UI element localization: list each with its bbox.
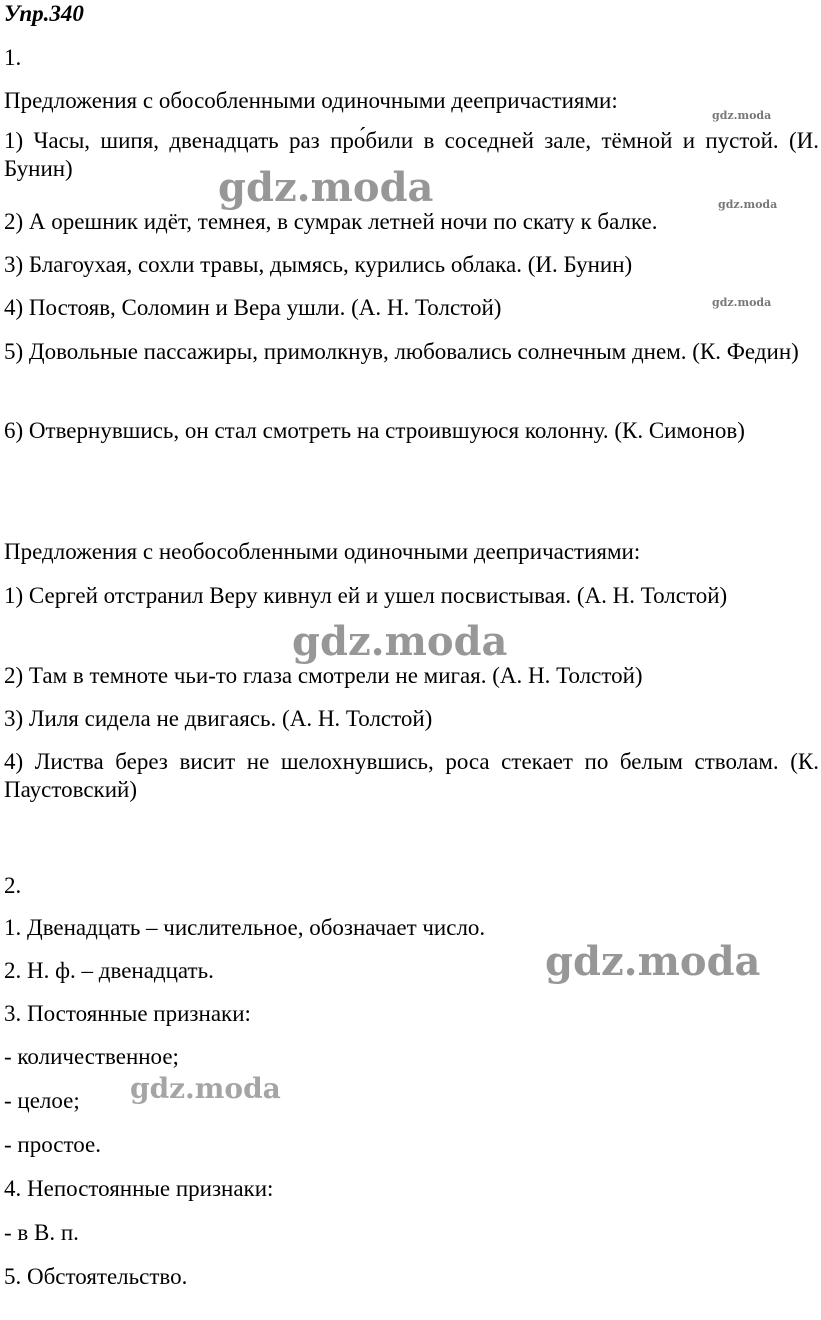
analysis-line-1: 1. Двенадцать – числительное, обозначает число.: [4, 915, 486, 940]
analysis-line-5: - целое;: [4, 1088, 80, 1113]
sentence-a-2: 2) А орешник идёт, темнея, в сумрак летней ночи по скату к балке.: [4, 209, 658, 234]
watermark-small-1: gdz.moda: [712, 109, 772, 122]
analysis-line-6: - простое.: [4, 1132, 101, 1157]
heading-separated-participles: Предложения с обособленными одиночными деепричастиями:: [4, 88, 618, 113]
analysis-line-7: 4. Непостоянные признаки:: [4, 1176, 274, 1201]
section-1-number: 1.: [4, 45, 22, 70]
watermark-mid-1: gdz.moda: [130, 1072, 281, 1105]
watermark-large-2: gdz.moda: [292, 618, 508, 665]
watermark-small-3: gdz.moda: [712, 296, 772, 309]
sentence-b-4: 4) Листва берез висит не шелохнувшись, роса стекает по белым стволам. (К. Паустовский): [4, 749, 819, 802]
analysis-line-3: 3. Постоянные признаки:: [4, 1001, 251, 1026]
section-2-number: 2.: [4, 873, 22, 898]
sentence-a-6: 6) Отвернувшись, он стал смотреть на строившуюся колонну. (К. Симонов): [4, 418, 745, 443]
heading-unseparated-participles: Предложения с необособленными одиночными деепричастиями:: [4, 539, 641, 564]
watermark-small-2: gdz.moda: [718, 198, 778, 211]
sentence-a-1: 1) Часы, шипя, двенадцать раз про́били в соседней зале, тёмной и пустой. (И. Бунин): [4, 128, 819, 181]
sentence-a-5: 5) Довольные пассажиры, примолкнув, любовались солнечным днем. (К. Федин): [4, 339, 799, 364]
analysis-line-2: 2. Н. ф. – двенадцать.: [4, 958, 214, 983]
analysis-line-9: 5. Обстоятельство.: [4, 1264, 188, 1289]
analysis-line-8: - в В. п.: [4, 1220, 79, 1245]
analysis-line-4: - количественное;: [4, 1044, 179, 1069]
watermark-large-3: gdz.moda: [545, 938, 761, 985]
sentence-a-3: 3) Благоухая, сохли травы, дымясь, курились облака. (И. Бунин): [4, 252, 633, 277]
sentence-b-2: 2) Там в темноте чьи-то глаза смотрели не мигая. (А. Н. Толстой): [4, 663, 643, 688]
sentence-b-3: 3) Лиля сидела не двигаясь. (А. Н. Толстой): [4, 706, 433, 731]
sentence-a-4: 4) Постояв, Соломин и Вера ушли. (А. Н. Толстой): [4, 295, 502, 320]
exercise-title: Упр.340: [4, 1, 84, 26]
watermark-large-1: gdz.moda: [218, 164, 434, 211]
sentence-b-1: 1) Сергей отстранил Веру кивнул ей и ушел посвистывая. (А. Н. Толстой): [4, 583, 728, 608]
